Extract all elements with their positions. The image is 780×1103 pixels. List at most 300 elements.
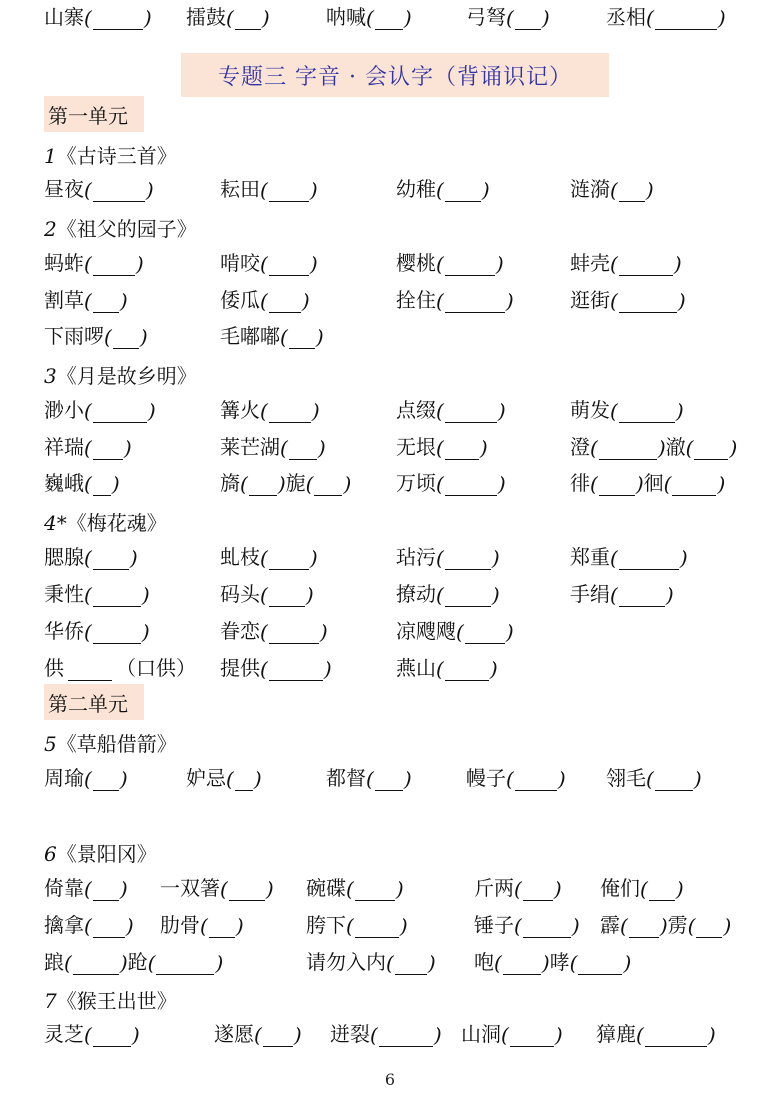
close-paren: ) <box>141 620 150 644</box>
word-text: 一双箸 <box>160 876 220 900</box>
lesson-title <box>44 360 197 389</box>
pinyin-blank[interactable] <box>445 584 491 607</box>
open-paren: ( <box>84 546 92 570</box>
word-text: 踉 <box>44 950 64 974</box>
close-paren: ) <box>723 914 732 938</box>
pinyin-blank[interactable] <box>93 621 141 644</box>
word-row <box>0 577 780 611</box>
close-paren: ) <box>554 1023 563 1047</box>
close-paren: ) <box>323 657 332 681</box>
pinyin-blank[interactable] <box>619 400 675 423</box>
open-paren: ( <box>84 767 92 791</box>
close-paren: ) <box>131 1023 140 1047</box>
pinyin-blank[interactable] <box>445 547 491 570</box>
word-row <box>0 1017 780 1051</box>
word-row <box>0 0 780 34</box>
pinyin-blank[interactable] <box>93 253 135 276</box>
close-paren: ) <box>135 252 144 276</box>
pinyin-blank[interactable] <box>93 179 145 202</box>
word-text: 丞相 <box>606 5 646 29</box>
close-paren: ) <box>317 436 326 460</box>
lesson-title <box>44 985 177 1014</box>
close-paren: ) <box>623 951 632 975</box>
close-paren: ) <box>399 914 408 938</box>
word-item <box>220 246 318 276</box>
close-paren: ) <box>309 252 318 276</box>
close-paren: ) <box>557 767 566 791</box>
close-paren: ) <box>253 767 262 791</box>
word-text: 樱桃 <box>396 251 436 275</box>
open-paren: ( <box>610 252 618 276</box>
open-paren: ( <box>280 325 288 349</box>
close-paren: ) <box>119 289 128 313</box>
pinyin-blank[interactable] <box>93 547 129 570</box>
open-paren: ( <box>254 1023 262 1047</box>
word-text: 锤子 <box>474 913 514 937</box>
open-paren: ( <box>436 472 444 496</box>
word-text: 幔子 <box>466 766 506 790</box>
open-paren: ( <box>685 436 694 460</box>
word-item <box>396 393 506 423</box>
pinyin-blank[interactable] <box>93 915 125 938</box>
pinyin-blank[interactable] <box>395 952 427 975</box>
pinyin-blank[interactable] <box>645 1024 707 1047</box>
word-text: 巍峨 <box>44 471 84 495</box>
word-item <box>306 945 436 975</box>
word-item <box>44 393 156 423</box>
pinyin-blank[interactable] <box>375 7 403 30</box>
pinyin-blank[interactable] <box>629 915 659 938</box>
close-paren: ) <box>305 583 314 607</box>
open-paren: ( <box>436 657 444 681</box>
pinyin-blank[interactable] <box>619 584 665 607</box>
pinyin-blank[interactable] <box>355 915 399 938</box>
open-paren: ( <box>646 767 654 791</box>
word-text: 倭瓜 <box>220 288 260 312</box>
pinyin-blank[interactable] <box>93 290 119 313</box>
open-paren: ( <box>346 914 354 938</box>
close-paren: ) <box>277 472 286 496</box>
pinyin-blank[interactable] <box>445 437 479 460</box>
word-item <box>214 1017 302 1047</box>
close-paren: ) <box>693 767 702 791</box>
lesson-number: 1 <box>44 144 57 168</box>
word-item <box>160 908 244 938</box>
lesson-number: 5 <box>44 732 57 756</box>
open-paren: ( <box>436 399 444 423</box>
close-paren: ) <box>301 289 310 313</box>
word-item <box>396 577 500 607</box>
close-paren: ) <box>657 436 666 460</box>
word-text: 擂鼓 <box>186 5 226 29</box>
word-item <box>220 466 351 496</box>
word-item <box>44 761 128 791</box>
open-paren: ( <box>200 914 208 938</box>
word-item <box>396 466 506 496</box>
pinyin-blank[interactable] <box>655 7 717 30</box>
word-text: 霹 <box>600 913 620 937</box>
close-paren: ) <box>143 6 152 30</box>
word-text: 虬枝 <box>220 545 260 569</box>
word-item <box>396 172 490 202</box>
word-text: 翎毛 <box>606 766 646 790</box>
pinyin-blank[interactable] <box>523 878 553 901</box>
open-paren: ( <box>84 399 92 423</box>
pinyin-blank[interactable] <box>156 952 214 975</box>
word-item <box>220 430 326 460</box>
word-item <box>570 172 654 202</box>
word-row <box>0 614 780 648</box>
word-item <box>220 393 320 423</box>
pinyin-blank[interactable] <box>269 621 319 644</box>
lesson-title <box>44 507 167 536</box>
pinyin-blank[interactable] <box>93 400 147 423</box>
lesson-name: 《梅花魂》 <box>66 511 167 535</box>
word-text: 篝火 <box>220 398 260 422</box>
word-item <box>44 172 154 202</box>
open-paren: ( <box>305 472 314 496</box>
pinyin-blank[interactable] <box>375 768 403 791</box>
pinyin-blank[interactable] <box>93 437 123 460</box>
pinyin-blank[interactable] <box>235 7 261 30</box>
close-paren: ) <box>497 399 506 423</box>
pinyin-blank[interactable] <box>619 547 679 570</box>
word-text: 割草 <box>44 288 84 312</box>
pinyin-blank[interactable] <box>619 290 677 313</box>
pinyin-blank[interactable] <box>696 915 722 938</box>
close-paren: ) <box>717 6 726 30</box>
word-row <box>0 393 780 427</box>
word-item <box>306 871 404 901</box>
word-item <box>396 430 488 460</box>
page-title-text: 专题三 字音 · 会认字（背诵识记） <box>218 64 572 90</box>
word-item <box>570 466 725 496</box>
pinyin-blank[interactable] <box>235 768 253 791</box>
pinyin-blank[interactable] <box>249 473 277 496</box>
pinyin-blank[interactable] <box>619 179 645 202</box>
open-paren: ( <box>687 914 696 938</box>
word-item <box>330 1017 442 1047</box>
close-paren: ) <box>119 951 128 975</box>
word-text: 涟漪 <box>570 177 610 201</box>
word-text: 遂愿 <box>214 1022 254 1046</box>
close-paren: ) <box>119 877 128 901</box>
word-item <box>474 871 562 901</box>
word-text: 蚌壳 <box>570 251 610 275</box>
open-paren: ( <box>84 877 92 901</box>
word-item <box>606 761 702 791</box>
open-paren: ( <box>84 914 92 938</box>
close-paren: ) <box>495 252 504 276</box>
pinyin-blank[interactable] <box>523 915 571 938</box>
open-paren: ( <box>506 6 514 30</box>
open-paren: ( <box>501 1023 509 1047</box>
pinyin-blank[interactable] <box>269 584 305 607</box>
pinyin-blank[interactable] <box>465 621 505 644</box>
open-paren: ( <box>610 399 618 423</box>
open-paren: ( <box>260 546 268 570</box>
open-paren: ( <box>64 951 72 975</box>
word-text: 祥瑞 <box>44 435 84 459</box>
close-paren: ) <box>309 546 318 570</box>
pinyin-blank[interactable] <box>93 878 119 901</box>
close-paren: ) <box>145 178 154 202</box>
lesson-name: 《祖父的园子》 <box>56 217 197 241</box>
pinyin-blank[interactable] <box>269 658 323 681</box>
word-text: 码头 <box>220 582 260 606</box>
pinyin-blank[interactable] <box>445 253 495 276</box>
word-item <box>600 908 731 938</box>
lesson-number: 4* <box>44 511 67 535</box>
pinyin-blank[interactable] <box>209 915 235 938</box>
close-paren: ) <box>111 472 120 496</box>
pinyin-blank[interactable] <box>599 473 635 496</box>
open-paren: ( <box>436 546 444 570</box>
word-text: 咆 <box>474 950 494 974</box>
word-item <box>396 540 500 570</box>
pinyin-blank[interactable] <box>503 952 541 975</box>
word-row <box>0 246 780 280</box>
word-text: 蚂蚱 <box>44 251 84 275</box>
close-paren: ) <box>309 178 318 202</box>
close-paren: ) <box>659 914 668 938</box>
word-text: 腮腺 <box>44 545 84 569</box>
open-paren: ( <box>386 951 394 975</box>
word-row <box>0 319 780 353</box>
close-paren: ) <box>119 767 128 791</box>
close-paren: ) <box>571 914 580 938</box>
word-text: 澄 <box>570 435 590 459</box>
pinyin-blank[interactable] <box>655 768 693 791</box>
open-paren: ( <box>610 546 618 570</box>
word-text: 万顷 <box>396 471 436 495</box>
close-paren: ) <box>635 472 644 496</box>
close-paren: ) <box>677 289 686 313</box>
open-paren: ( <box>260 620 268 644</box>
pinyin-blank[interactable] <box>619 253 673 276</box>
pinyin-blank[interactable] <box>289 437 317 460</box>
pinyin-blank[interactable] <box>93 584 141 607</box>
open-paren: ( <box>590 472 598 496</box>
word-text: 渺小 <box>44 398 84 422</box>
close-paren: ) <box>395 877 404 901</box>
word-item <box>466 761 566 791</box>
word-row <box>0 871 780 905</box>
word-item <box>396 246 504 276</box>
open-paren: ( <box>84 178 92 202</box>
pinyin-blank[interactable] <box>515 7 541 30</box>
close-paren: ) <box>141 583 150 607</box>
word-text-second: 徊 <box>643 471 664 495</box>
pinyin-blank[interactable] <box>314 473 342 496</box>
lesson-title <box>44 140 177 169</box>
word-item <box>44 540 138 570</box>
pinyin-blank[interactable] <box>289 326 315 349</box>
word-text-second: 跄 <box>127 950 148 974</box>
page-title <box>181 53 609 97</box>
word-item <box>326 0 412 30</box>
word-row <box>0 172 780 206</box>
close-paren: ) <box>505 289 514 313</box>
word-row <box>0 283 780 317</box>
open-paren: ( <box>620 914 628 938</box>
open-paren: ( <box>494 951 502 975</box>
open-paren: ( <box>260 178 268 202</box>
open-paren: ( <box>84 472 92 496</box>
word-text: 供 <box>44 656 64 680</box>
close-paren: ) <box>491 583 500 607</box>
lesson-title <box>44 728 177 757</box>
open-paren: ( <box>260 252 268 276</box>
pinyin-blank[interactable] <box>599 437 657 460</box>
pinyin-blank[interactable] <box>445 290 505 313</box>
open-paren: ( <box>84 583 92 607</box>
open-paren: ( <box>84 6 92 30</box>
open-paren: ( <box>147 951 156 975</box>
word-item <box>220 614 328 644</box>
pinyin-blank[interactable] <box>73 952 119 975</box>
pinyin-blank[interactable] <box>93 473 111 496</box>
pinyin-blank[interactable] <box>113 326 139 349</box>
pinyin-blank[interactable] <box>269 290 301 313</box>
close-paren: ) <box>265 877 274 901</box>
close-paren: ) <box>343 472 352 496</box>
close-paren: ) <box>125 914 134 938</box>
word-text: 郑重 <box>570 545 610 569</box>
word-item <box>160 871 274 901</box>
word-text: 提供 <box>220 656 260 680</box>
page-number: 6 <box>384 1070 396 1089</box>
lesson-name: 《月是故乡明》 <box>56 364 197 388</box>
word-item <box>570 430 737 460</box>
pinyin-blank[interactable] <box>445 400 497 423</box>
word-item <box>220 283 310 313</box>
close-paren: ) <box>553 877 562 901</box>
pinyin-blank[interactable] <box>510 1024 554 1047</box>
word-text: 灵芝 <box>44 1022 84 1046</box>
pinyin-blank[interactable] <box>445 473 497 496</box>
word-row <box>0 761 780 795</box>
word-text: 擒拿 <box>44 913 84 937</box>
close-paren: ) <box>679 546 688 570</box>
open-paren: ( <box>260 657 268 681</box>
word-text: 手绢 <box>570 582 610 606</box>
pinyin-blank[interactable] <box>269 179 309 202</box>
word-text: 啃咬 <box>220 251 260 275</box>
pinyin-blank[interactable] <box>269 547 309 570</box>
word-text: 周瑜 <box>44 766 84 790</box>
pinyin-blank[interactable] <box>269 400 311 423</box>
close-paren: ) <box>311 399 320 423</box>
open-paren: ( <box>436 289 444 313</box>
pinyin-blank[interactable] <box>445 658 489 681</box>
word-text: 玷污 <box>396 545 436 569</box>
word-item <box>220 172 318 202</box>
word-text: 凉飕飕 <box>396 619 456 643</box>
lesson-number: 6 <box>44 842 57 866</box>
pinyin-blank[interactable] <box>93 768 119 791</box>
pinyin-blank[interactable] <box>93 7 143 30</box>
close-paren: ) <box>235 914 244 938</box>
word-item <box>220 540 318 570</box>
word-text: 华侨 <box>44 619 84 643</box>
word-item <box>220 319 324 349</box>
word-item <box>220 651 332 681</box>
word-text: 下雨啰 <box>44 324 104 348</box>
word-text: 肋骨 <box>160 913 200 937</box>
open-paren: ( <box>640 877 648 901</box>
word-item <box>44 466 120 496</box>
pinyin-blank[interactable] <box>649 878 675 901</box>
open-paren: ( <box>226 6 234 30</box>
word-row <box>0 908 780 942</box>
pinyin-blank[interactable] <box>355 878 395 901</box>
pinyin-blank[interactable] <box>379 1024 433 1047</box>
word-item <box>466 0 550 30</box>
open-paren: ( <box>590 436 598 460</box>
pinyin-blank[interactable] <box>694 437 728 460</box>
pinyin-blank[interactable] <box>269 253 309 276</box>
pinyin-blank[interactable] <box>263 1024 293 1047</box>
open-paren: ( <box>84 620 92 644</box>
word-row <box>0 430 780 464</box>
word-text: 拴住 <box>396 288 436 312</box>
lesson-title <box>44 838 157 867</box>
pinyin-blank[interactable] <box>578 952 622 975</box>
pinyin-blank[interactable] <box>93 1024 131 1047</box>
word-item <box>44 0 152 30</box>
pinyin-blank[interactable] <box>672 473 716 496</box>
word-item <box>44 871 128 901</box>
open-paren: ( <box>436 178 444 202</box>
close-paren: ) <box>665 583 674 607</box>
pinyin-blank[interactable] <box>229 878 265 901</box>
pinyin-blank[interactable] <box>68 658 112 681</box>
pinyin-blank[interactable] <box>445 179 481 202</box>
word-item <box>44 283 128 313</box>
word-text: 呐喊 <box>326 5 366 29</box>
close-paren: ) <box>675 399 684 423</box>
close-paren: ) <box>403 767 412 791</box>
word-text: 无垠 <box>396 435 436 459</box>
word-item <box>570 540 688 570</box>
word-text: 燕山 <box>396 656 436 680</box>
word-text: 都督 <box>326 766 366 790</box>
word-text-second: 雳 <box>667 913 688 937</box>
word-row <box>0 466 780 500</box>
word-text: 山洞 <box>461 1022 501 1046</box>
word-text: 耘田 <box>220 177 260 201</box>
open-paren: ( <box>84 1023 92 1047</box>
close-paren: ) <box>675 877 684 901</box>
unit-heading: 第一单元 <box>44 96 144 132</box>
open-paren: ( <box>240 472 248 496</box>
open-paren: ( <box>506 767 514 791</box>
word-text: 斤两 <box>474 876 514 900</box>
open-paren: ( <box>220 877 228 901</box>
word-item <box>570 246 682 276</box>
word-item <box>326 761 412 791</box>
word-item <box>474 908 580 938</box>
pinyin-blank[interactable] <box>515 768 557 791</box>
lesson-name: 《古诗三首》 <box>56 144 177 168</box>
word-item <box>44 577 150 607</box>
open-paren: ( <box>514 877 522 901</box>
unit-heading: 第二单元 <box>44 684 144 720</box>
close-paren: ) <box>139 325 148 349</box>
open-paren: ( <box>514 914 522 938</box>
close-paren: ) <box>433 1023 442 1047</box>
